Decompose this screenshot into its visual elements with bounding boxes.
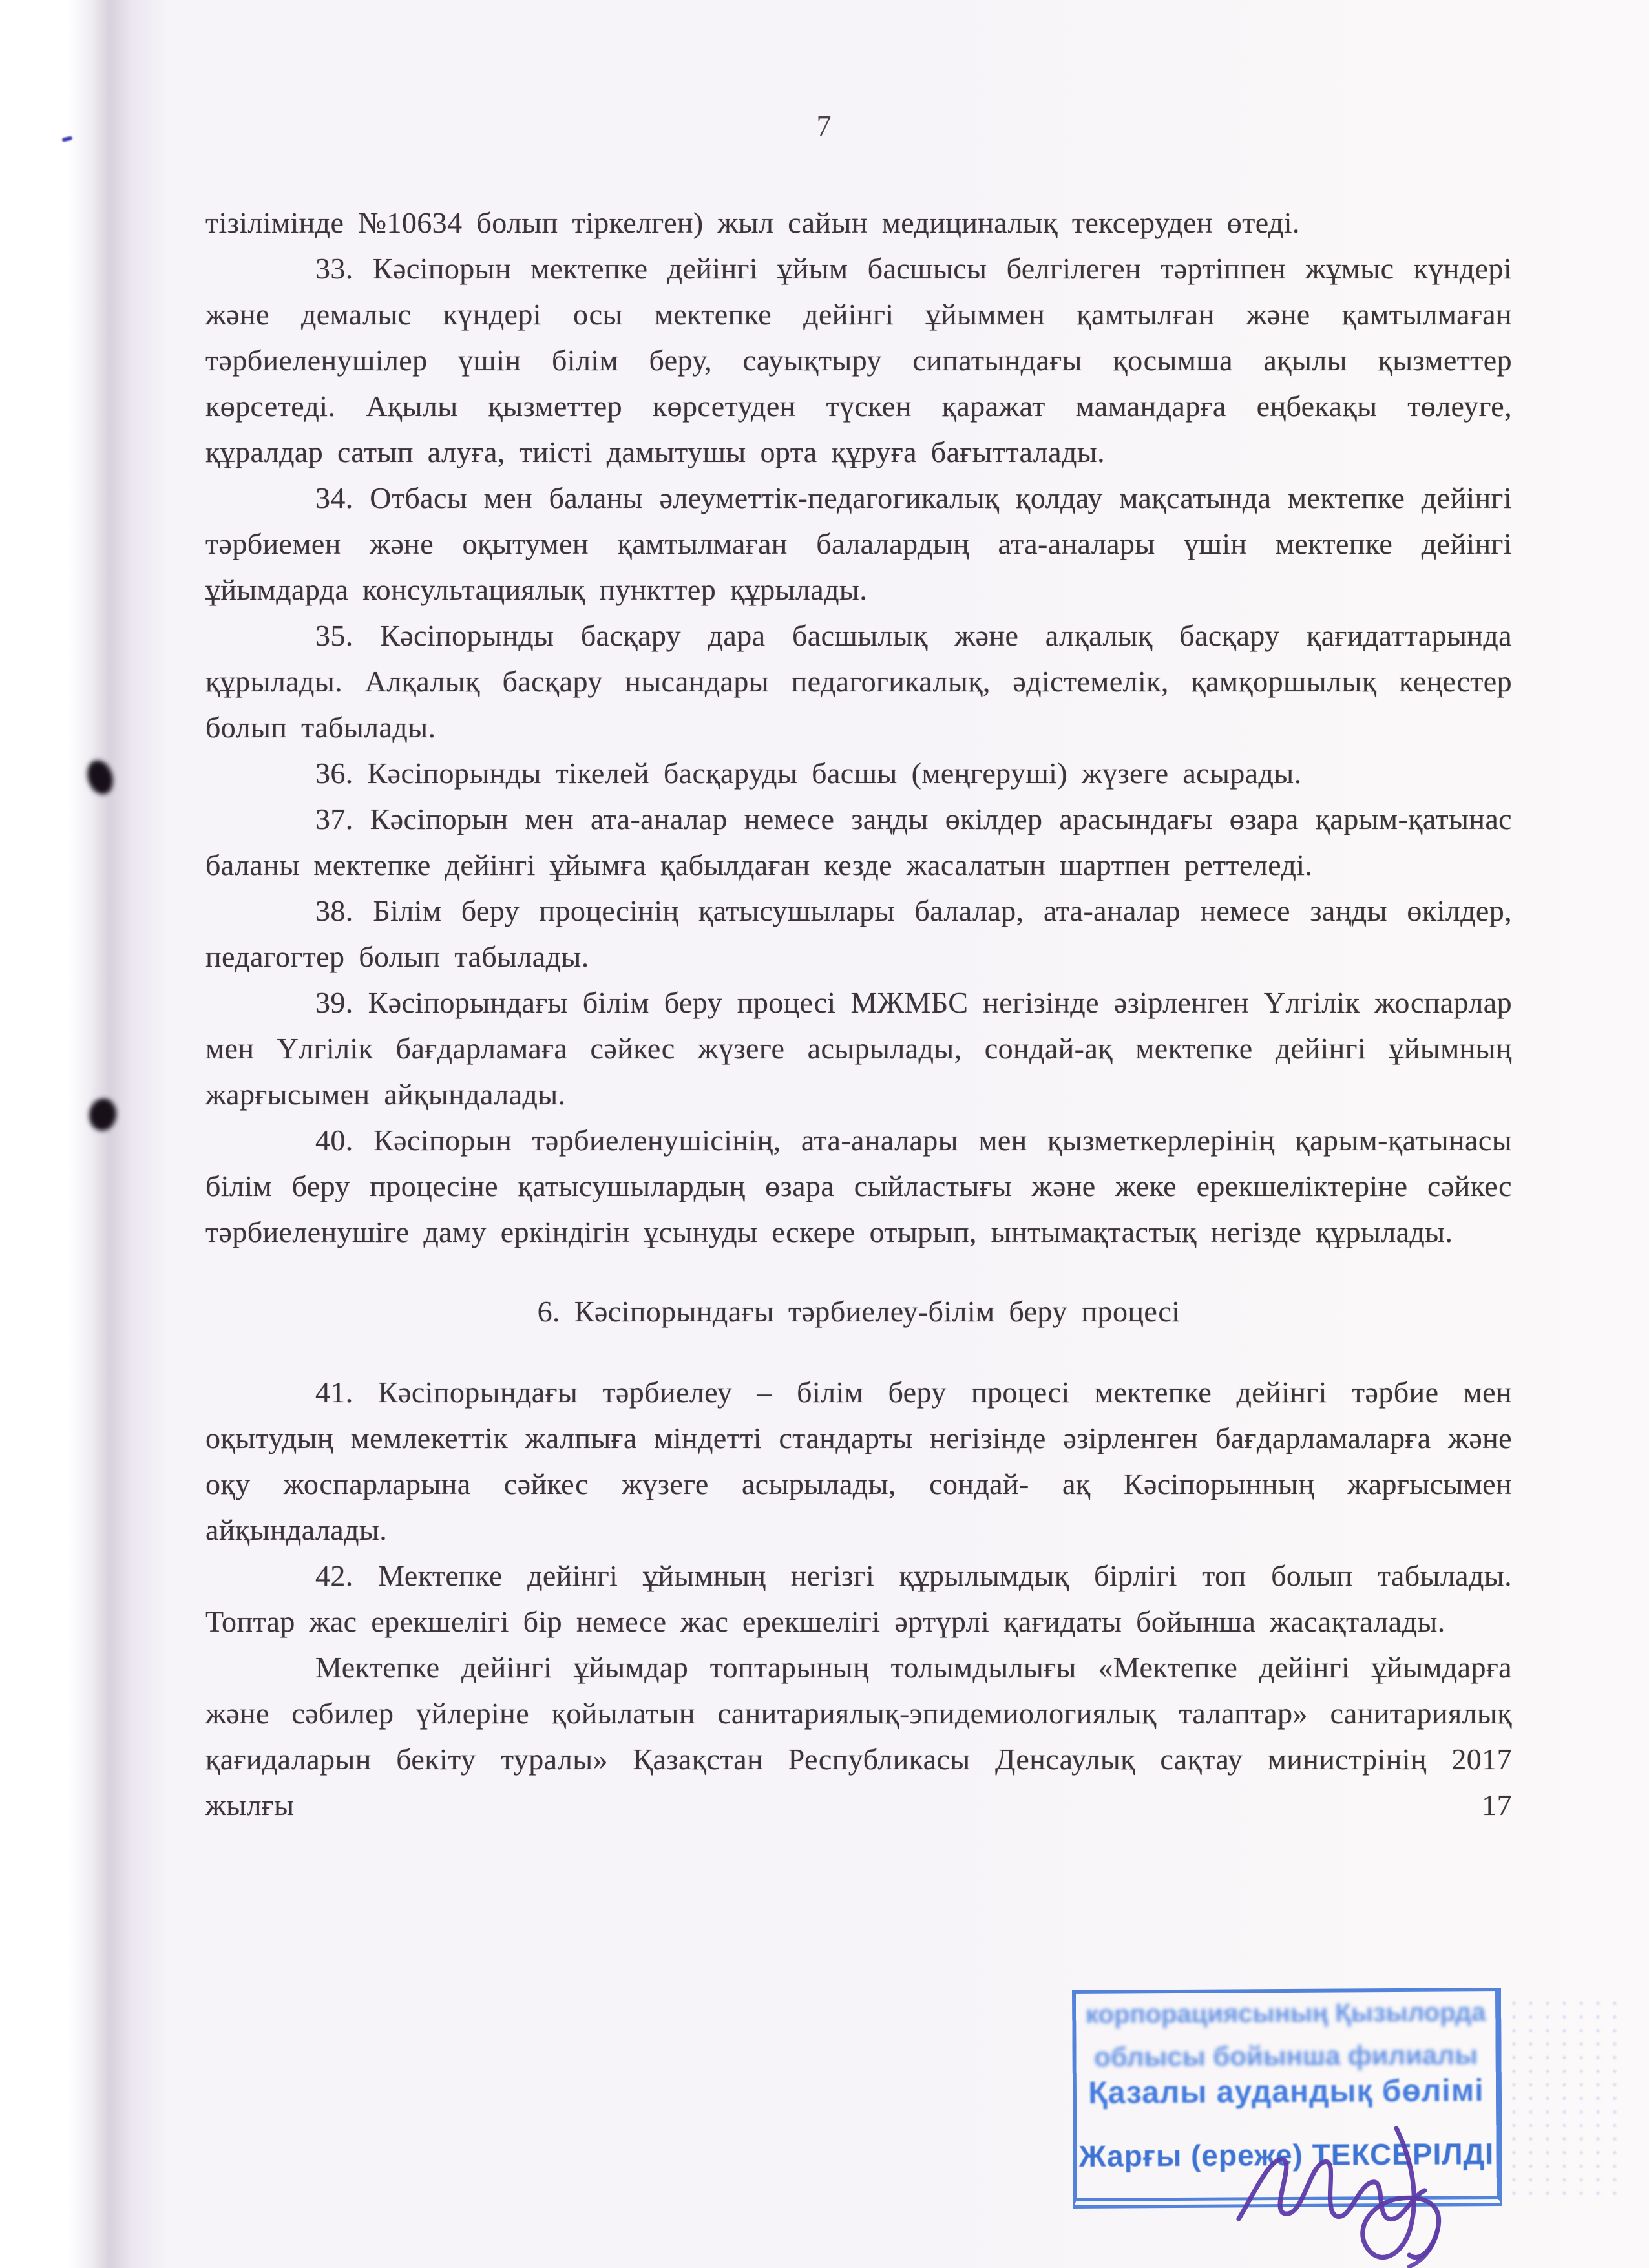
- paragraph: 42. Мектепке дейінгі ұйымның негізгі құрылымдық бірлігі топ болып табылады. Топтар жас ерекшелігі бір немесе жас ерекшелігі әртүрлі қағидаты бойынша жасақталады.: [205, 1559, 1512, 1638]
- document-body: [205, 200, 1512, 1828]
- stamp-line-district: Қазалы аудандық бөлімі: [1088, 2074, 1484, 2110]
- stamp-line-branch: облысы бойынша филиалы: [1094, 2039, 1478, 2072]
- paragraph: 39. Кәсіпорындағы білім беру процесі МЖМБС негізінде әзірленген Үлгілік жоспарлар мен Үлгілік бағдарламаға сәйкес жүзеге асырылады, сондай-ақ мектепке дейінгі ұйымның жарғысымен айқындалады.: [205, 986, 1512, 1111]
- paragraph: 34. Отбасы мен баланы әлеуметтік-педагогикалық қолдау мақсатында мектепке дейінгі тәрбиемен және оқытумен қамтылмаған балалардың ата-аналары үшін мектепке дейінгі ұйымдарда консультациялық пункттер құрылады.: [205, 481, 1512, 606]
- signature: [1231, 2121, 1554, 2268]
- page-number: 7: [816, 109, 833, 142]
- binding-ink-mark-upper: [83, 757, 118, 797]
- paragraph: 35. Кәсіпорынды басқару дара басшылық және алқалық басқару қағидаттарында құрылады. Алқалық басқару нысандары педагогикалық, әдістемелік, қамқоршылық кеңестер болып табылады.: [205, 619, 1512, 744]
- section-heading: 6. Кәсіпорындағы тәрбиелеу-білім беру процесі: [537, 1295, 1181, 1328]
- paragraph: 40. Кәсіпорын тәрбиеленушісінің, ата-аналары мен қызметкерлерінің қарым-қатынасы білім беру процесіне қатысушылардың өзара сыйластығы және жеке ерекшеліктеріне сәйкес тәрбиеленушіге даму еркіндігін ұсынуды ескере отырып, ынтымақтастық негізде құрылады.: [205, 1124, 1512, 1248]
- paragraph: тізілімінде №10634 болып тіркелген) жыл сайын медициналық тексеруден өтеді.: [205, 206, 1300, 239]
- binding-ink-mark-lower: [87, 1097, 119, 1132]
- paragraph: 33. Кәсіпорын мектепке дейінгі ұйым басшысы белгілеген тәртіппен жұмыс күндері және демалыс күндері осы мектепке дейінгі ұйыммен қамтылған және қамтылмаған тәрбиеленушілер үшін білім беру, сауықтыру сипатындағы қосымша ақылы қызметтер көрсетеді. Ақылы қызметтер көрсетуден түскен қаражат мамандарға еңбекақы төлеуге, құралдар сатып алуға, тиісті дамытушы орта құруға бағытталады.: [205, 252, 1512, 468]
- paragraph: Мектепке дейінгі ұйымдар топтарының толымдылығы «Мектепке дейінгі ұйымдарға және сәбилер үйлеріне қойылатын санитариялық-эпидемиологиялық талаптар» санитариялық қағидаларын бекіту туралы» Қазақстан Республикасы Денсаулық сақтау министрінің 2017 жылғы 17: [205, 1651, 1512, 1822]
- stamp-line-organization: корпорациясының Қызылорда: [1085, 1998, 1486, 2029]
- stamp-line-checked: Жарғы (ереже) ТЕКСЕРІЛДІ: [1078, 2137, 1495, 2173]
- paragraph: 38. Білім беру процесінің қатысушылары балалар, ата-аналар немесе заңды өкілдер, педагогтер болып табылады.: [205, 894, 1512, 973]
- paragraph: 37. Кәсіпорын мен ата-аналар немесе заңды өкілдер арасындағы өзара қарым-қатынас баланы мектепке дейінгі ұйымға қабылдаған кезде жасалатын шартпен реттеледі.: [205, 803, 1512, 881]
- paragraph: 41. Кәсіпорындағы тәрбиелеу – білім беру процесі мектепке дейінгі тәрбие мен оқытудың мемлекеттік жалпыға міндетті стандарты негізінде әзірленген бағдарламаларға және оқу жоспарларына сәйкес жүзеге асырылады, сондай- ақ Кәсіпорынның жарғысымен айқындалады.: [205, 1376, 1512, 1546]
- paragraph: 36. Кәсіпорынды тікелей басқаруды басшы (меңгеруші) жүзеге асырады.: [315, 757, 1302, 790]
